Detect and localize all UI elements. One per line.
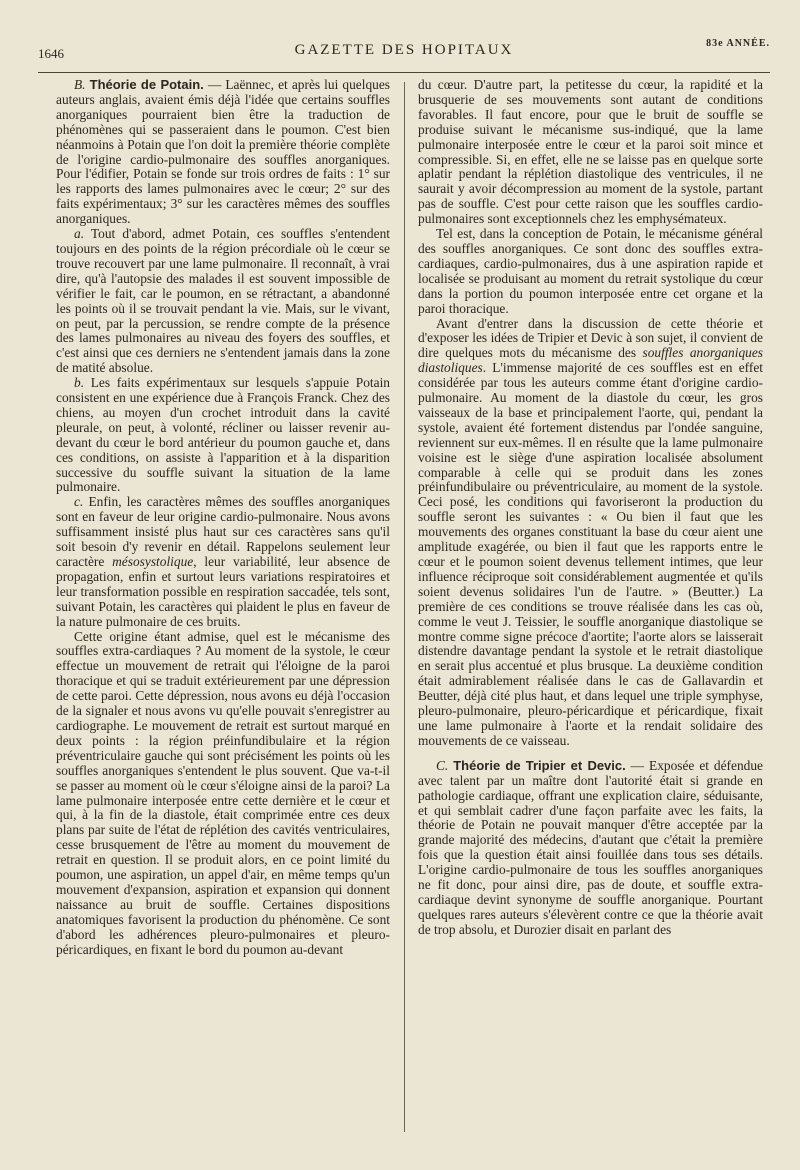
- paragraph-text: Tel est, dans la conception de Potain, le mécanisme général des souffles anorganiques. Ce sont donc des souffles extra-cardiaques, cardio-pulmonaires, dus à une aspiration rapide et localisée se produisant au moment du retrait systolique du cœur dans la portion du poumon interposée entre cet organe et la paroi thoracique.: [418, 226, 763, 316]
- paragraph-text: Tout d'abord, admet Potain, ces souffles s'entendent toujours en des points de la région précordiale où le cœur se trouve recouvert par une lame pulmonaire. Il reconnaît, à vrai dire, qu'à l'autopsie des malades il est souvent impossible de vérifier le fait, car le poumon, en se rétractant, a abandonné les points où il se trouvait pendant la vie. Mais, sur le vivant, on peut, par la percussion, se rendre compte de la présence des lames pulmonaires au niveau des foyers des souffles, et c'est ainsi que ces derniers ne s'entendent jamais dans la zone de matité absolue.: [56, 226, 390, 376]
- paragraph-diastolic: [418, 317, 763, 749]
- page-number: 1646: [38, 46, 64, 61]
- paragraph-text: — Laënnec, et après lui quelques auteurs anglais, avaient émis déjà l'idée que certains souffles anorganiques pourraient bien être la traduction de phénomènes qui se passeraient dans le poumon. C'est bien néanmoins à Potain que l'on doit la première théorie complète de l'origine cardio-pulmonaire des souffles anorganiques. Pour l'édifier, Potain se fonde sur trois ordres de faits : 1° sur les rapports des lames pulmonaires avec le cœur; 2° sur des faits expérimentaux; 3° sur les caractères mêmes des souffles anorganiques.: [56, 77, 390, 227]
- section-heading: Théorie de Potain.: [89, 77, 204, 92]
- paragraph-continued: [418, 78, 763, 227]
- page-header: [38, 30, 770, 68]
- italic-term: mésosystolique: [112, 554, 194, 569]
- column-divider: [404, 82, 405, 1132]
- left-column: [56, 78, 390, 957]
- paragraph-mechanism: [56, 630, 390, 958]
- paragraph-general-mechanism: [418, 227, 763, 316]
- paragraph-c: [56, 495, 390, 629]
- paragraph-a: [56, 227, 390, 376]
- paragraph-text: Enfin, les caractères mêmes des souffles anorganiques sont en faveur de leur origine cardio-pulmonaire. Nous avons suffisamment insisté plus haut sur ces caractères sans qu'il soit besoin d'y revenir en détail. Rappelons seulement leur caractère: [56, 494, 390, 569]
- item-marker: b.: [74, 375, 85, 391]
- year-label: 83e ANNÉE.: [706, 38, 770, 49]
- paragraph-text: Cette origine étant admise, quel est le mécanisme des souffles extra-cardiaques ? Au moment de la systole, le cœur effectue un mouvement de retrait qui l'éloigne de la paroi thoracique et qui se traduit extérieurement par une dépression de cette paroi. Cette dépression, nous avons eu déjà l'occasion de la signaler et nous avons vu qu'elle pouvait s'enregistrer au cardiographe. Le mouvement de retrait est surtout marqué en deux points : la région préinfundibulaire et la région préventriculaire gauche qui sont précisément les points où les souffles anorganiques s'entendent le plus souvent. Que va-t-il se passer au moment où le cœur s'éloigne ainsi de la paroi? La lame pulmonaire interposée entre cette dernière et le cœur et qui, à la fin de la diastole, était comprimée entre ces deux plans par suite de l'état de réplétion des cavités ventriculaires, cesse brusquement de l'être au moment du mouvement de retrait en question. Il se produit alors, en ce point limité du poumon, une aspiration, un appel d'air, en même temps qu'un mouvement d'expansion, aspiration et expansion qui donnent naissance au bruit de souffle. Certaines dispositions anatomiques favorisent la production du phénomène. Ce sont d'abord les adhérences pleuro-pulmonaires et pleuro-péricardiques, en fixant le bord du poumon au-devant: [56, 628, 390, 957]
- paragraph-text: Les faits expérimentaux sur lesquels s'appuie Potain consistent en une expérience due à François Franck. Chez des chiens, au moyen d'un crochet introduit dans la cavité pleurale, on peut, à volonté, récliner ou laisser revenir au-devant du cœur le bord antérieur du poumon gauche et, dans ces conditions, on assiste à l'apparition et à la disparition successive du souffle suivant la situation de la lame pulmonaire.: [56, 375, 390, 495]
- paragraph-text: , leur variabilité, leur absence de propagation, enfin et surtout leurs variations respiratoires et leur transformation possible en respiration saccadée, tels sont, suivant Potain, les caractères qui plaident le plus en faveur de la nature pulmonaire de ces bruits.: [56, 554, 390, 629]
- section-heading: Théorie de Tripier et Devic.: [453, 757, 626, 773]
- section-marker: B.: [74, 77, 86, 92]
- right-column: [418, 78, 763, 938]
- paragraph-text: — Exposée et défendue avec talent par un maître dont l'autorité était si grande en pathologie cardiaque, offrant une explication claire, séduisante, et qui semblait cadrer d'une façon parfaite avec les faits, la théorie de Potain ne pouvait manquer d'être acceptée par la grande majorité des médecins, d'autant que c'était la première fois que la question était ainsi fouillée dans tous ses détails. L'origine cardio-pulmonaire de tous les souffles anorganiques ne fit donc, pour ainsi dire, pas de doute, et souffle extra-cardiaque devint synonyme de souffle anorganique. Pourtant quelques rares auteurs s'élevèrent contre ce que la théorie avait de trop absolu, et Durozier disait en parlant des: [418, 757, 763, 937]
- item-marker: a.: [74, 226, 85, 242]
- header-rule: [38, 72, 770, 73]
- item-marker: c.: [74, 494, 84, 510]
- paragraph-text: du cœur. D'autre part, la petitesse du cœur, la rapidité et la brusquerie de ses mouvements sont autant de conditions favorables. Il faut encore, pour que le bruit de souffle se produise suivant le mécanisme sus-indiqué, que la lame pulmonaire interposée entre le cœur et la paroi soit mince et compressible. Si, en effet, elle ne se laisse pas en quelque sorte aplatir pendant la réplétion diastolique des ventricules, il ne saurait y avoir décompression au moment de la systole, partant pas de souffle. C'est pour cette raison que les souffles cardio-pulmonaires sont exceptionnels chez les emphysémateux.: [418, 77, 763, 227]
- section-marker: C.: [436, 757, 449, 773]
- paragraph-text: Avant d'entrer dans la discussion de cette théorie et d'exposer les idées de Tripier et Devic à son sujet, il convient de dire quelques mots du mécanisme des: [418, 315, 763, 361]
- journal-title: GAZETTE DES HOPITAUX: [294, 42, 514, 58]
- paragraph-b: [56, 376, 390, 495]
- paragraph-text: . L'immense majorité de ces souffles est en effet considérée par tous les auteurs comme étant d'origine cardio-pulmonaire. Au moment de la diastole du cœur, les gros vaisseaux de la base et principalement l'aorte, qui, pendant la systole, avaient été fortement distendus par l'ondée sanguine, reviennent sur eux-mêmes. Il en résulte que la lame pulmonaire voisine est le siège d'une aspiration localisée absolument comparable à celle qui se produit dans les zones préinfundibulaire ou préventriculaire, au moment de la systole. Ceci posé, les conditions qui favoriseront la production du souffle seront les suivantes : « Ou bien il faut que les mouvements des organes constituant la base du cœur aient une amplitude exagérée, ou bien il faut que les rapports entre le cœur et le poumon soient devenus tellement intimes, que leur influence réciproque soit considérablement augmentée et qu'ils soient devenus solidaires l'un de l'autre. » (Beutter.) La première de ces conditions se trouve réalisée dans les cas où, comme le veut J. Teissier, le souffle anorganique diastolique se montre comme signe précoce d'aortite; l'aorte alors se laisserait distendre davantage pendant la systole et le retrait diastolique en serait plus accentué et plus brusque. La deuxième condition était admirablement réalisée dans le cas de Gallavardin et Beutter, déjà cité plus haut, et dans lequel une triple symphyse, pleuro-pulmonaire, pleuro-péricardique et péricardique, fixait une lame pulmonaire à l'aorte et la rendait solidaire des mouvements de ce vaisseau.: [418, 360, 763, 748]
- italic-term: souffles anorganiques diastoliques: [418, 345, 763, 376]
- paragraph-tripier-devic: [418, 759, 763, 938]
- paragraph-potain-theory: [56, 78, 390, 227]
